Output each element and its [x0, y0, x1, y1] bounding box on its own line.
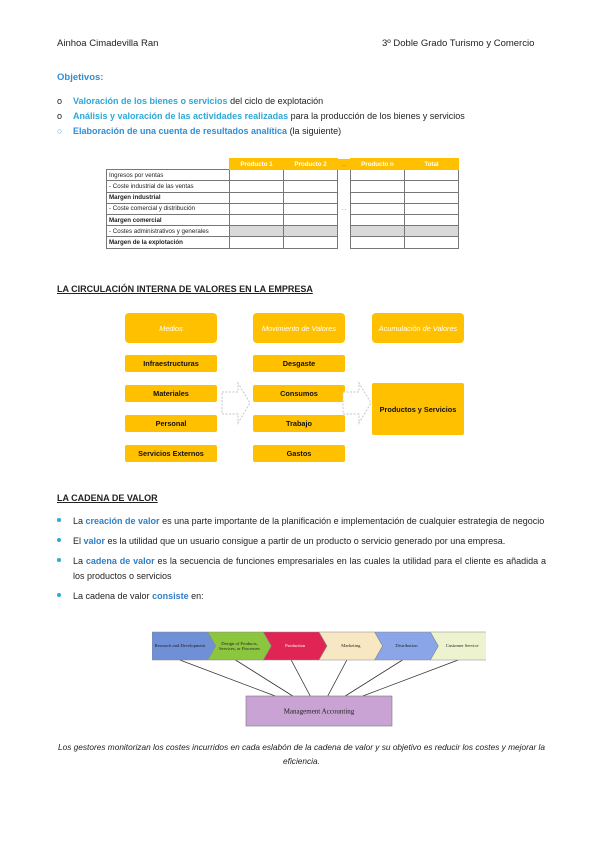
connector-line	[291, 660, 310, 696]
table-cell	[405, 181, 459, 192]
connector-line	[180, 660, 275, 696]
chain-link-label: Research and Development	[154, 643, 206, 649]
table-cell	[230, 192, 284, 203]
value-chain-bullet	[57, 514, 546, 529]
objective-text: (la siguiente)	[287, 126, 342, 136]
table-cell	[351, 214, 405, 225]
medio-item: Infraestructuras	[125, 355, 217, 372]
table-cell	[338, 192, 351, 203]
table-row	[107, 203, 459, 214]
table-header-cell: Producto n	[351, 159, 405, 170]
bullet-dot-icon	[57, 558, 61, 562]
table-cell	[230, 170, 284, 181]
table-cell	[351, 170, 405, 181]
table-cell	[405, 192, 459, 203]
bullet-dot-icon	[57, 518, 61, 522]
table-cell	[405, 170, 459, 181]
bullet-text: es una parte importante de la planificación e implementación de cualquier estrategia de negocio	[159, 516, 545, 526]
connector-line	[363, 660, 458, 696]
objectives-title: Objetivos:	[57, 72, 104, 83]
row-label: - Coste comercial y distribución	[107, 203, 230, 214]
objective-item	[57, 126, 557, 136]
table-cell	[284, 214, 338, 225]
bullet-highlight: cadena de valor	[85, 556, 155, 566]
results-table	[106, 158, 459, 249]
table-row	[107, 214, 459, 225]
table-cell	[351, 203, 405, 214]
table-row	[107, 181, 459, 192]
bullet-marker: o	[57, 111, 63, 121]
table-cell	[230, 203, 284, 214]
value-chain-title: LA CADENA DE VALOR	[57, 493, 158, 503]
table-header-cell: ...	[338, 159, 351, 170]
table-cell	[230, 181, 284, 192]
bullet-dot-icon	[57, 538, 61, 542]
value-chain-bullets	[57, 514, 546, 609]
header-movimiento: Movimiento de Valores	[253, 313, 345, 343]
table-cell	[405, 214, 459, 225]
arrow-right-icon	[341, 380, 373, 426]
table-cell	[284, 192, 338, 203]
chain-link-label: Production	[285, 643, 306, 649]
table-cell	[230, 226, 284, 237]
table-cell	[405, 237, 459, 248]
table-cell	[351, 181, 405, 192]
value-chain-bullet	[57, 589, 546, 604]
bullet-marker: o	[57, 96, 63, 106]
movimiento-item: Consumos	[253, 385, 345, 402]
bullet-text: El	[73, 536, 84, 546]
row-label: Margen de la explotación	[107, 237, 230, 248]
header-medios: Medios	[125, 313, 217, 343]
objective-item	[57, 96, 557, 106]
table-corner	[107, 159, 230, 170]
table-cell	[351, 192, 405, 203]
objective-highlight: Valoración de los bienes o servicios	[73, 96, 228, 106]
table-cell	[284, 226, 338, 237]
chain-link-label: Customer Service	[445, 643, 479, 649]
connector-line	[328, 660, 347, 696]
result-box: Productos y Servicios	[372, 383, 464, 435]
table-cell	[405, 203, 459, 214]
row-label: Margen industrial	[107, 192, 230, 203]
bullet-highlight: valor	[83, 536, 106, 546]
table-cell	[405, 226, 459, 237]
bullet-text: es la utilidad que un usuario consigue a partir de un producto o servicio generado por una empresa.	[105, 536, 506, 546]
course-name: 3º Doble Grado Turismo y Comercio	[382, 38, 535, 49]
arrow-right-icon	[220, 380, 252, 426]
bullet-highlight: creación de valor	[85, 516, 160, 526]
header-acumulacion: Acumulación de Valores	[372, 313, 464, 343]
table-row	[107, 170, 459, 181]
connector-line	[345, 660, 402, 696]
value-chain-diagram	[152, 630, 486, 740]
movimiento-item: Trabajo	[253, 415, 345, 432]
objectives-list	[57, 96, 557, 141]
table-header-cell: Producto 2	[284, 159, 338, 170]
connector-line	[236, 660, 293, 696]
objective-highlight: Elaboración de una cuenta de resultados analítica	[73, 126, 288, 136]
bullet-text: La cadena de valor	[73, 591, 153, 601]
movimiento-item: Desgaste	[253, 355, 345, 372]
objective-item	[57, 111, 557, 121]
table-cell	[338, 181, 351, 192]
row-label: - Costes administrativos y generales	[107, 226, 230, 237]
bullet-highlight: consiste	[152, 591, 189, 601]
table-cell	[351, 226, 405, 237]
table-row	[107, 237, 459, 248]
table-header-cell: Total	[405, 159, 459, 170]
row-label: - Coste industrial de las ventas	[107, 181, 230, 192]
medio-item: Servicios Externos	[125, 445, 217, 462]
value-chain-svg	[152, 630, 486, 740]
objective-text: del ciclo de explotación	[227, 96, 324, 106]
movimiento-item: Gastos	[253, 445, 345, 462]
bullet-text: en:	[188, 591, 204, 601]
objective-text: para la producción de los bienes y servicios	[288, 111, 465, 121]
table-cell	[284, 203, 338, 214]
row-label: Margen comercial	[107, 214, 230, 225]
table-cell: ...	[338, 203, 351, 214]
author-name: Ainhoa Cimadevilla Ran	[57, 38, 159, 49]
chain-link-label: Distribution	[395, 643, 418, 649]
table-cell	[284, 181, 338, 192]
table-cell	[230, 214, 284, 225]
medio-item: Materiales	[125, 385, 217, 402]
table-cell	[284, 237, 338, 248]
circulation-title: LA CIRCULACIÓN INTERNA DE VALORES EN LA EMPRESA	[57, 284, 313, 294]
table-cell	[338, 226, 351, 237]
chain-link-label: Marketing	[341, 643, 361, 649]
table-cell	[338, 214, 351, 225]
table-cell	[338, 170, 351, 181]
management-label: Management Accounting	[283, 707, 355, 716]
table-cell	[284, 170, 338, 181]
chain-link-label: Design of Products, Services, or Processes	[219, 640, 260, 651]
table-cell	[351, 237, 405, 248]
table-row	[107, 192, 459, 203]
medio-item: Personal	[125, 415, 217, 432]
value-chain-bullet	[57, 534, 546, 549]
value-chain-caption: Los gestores monitorizan los costes incurridos en cada eslabón de la cadena de valor y su objetivo es reducir los costes y mejorar la eficiencia.	[57, 742, 545, 766]
value-chain-bullet	[57, 554, 546, 584]
bullet-marker: ○	[57, 126, 63, 136]
bullet-dot-icon	[57, 593, 61, 597]
bullet-text: La	[73, 556, 86, 566]
row-label: Ingresos por ventas	[107, 170, 230, 181]
table-cell	[338, 237, 351, 248]
bullet-text: La	[73, 516, 86, 526]
bullet-text: es la secuencia de funciones empresariales en las cuales la utilidad para el cliente es añadida a los productos o servicios	[73, 556, 546, 581]
table-row	[107, 226, 459, 237]
table-header-cell: Producto 1	[230, 159, 284, 170]
objective-highlight: Análisis y valoración de las actividades realizadas	[73, 111, 289, 121]
table-cell	[230, 237, 284, 248]
